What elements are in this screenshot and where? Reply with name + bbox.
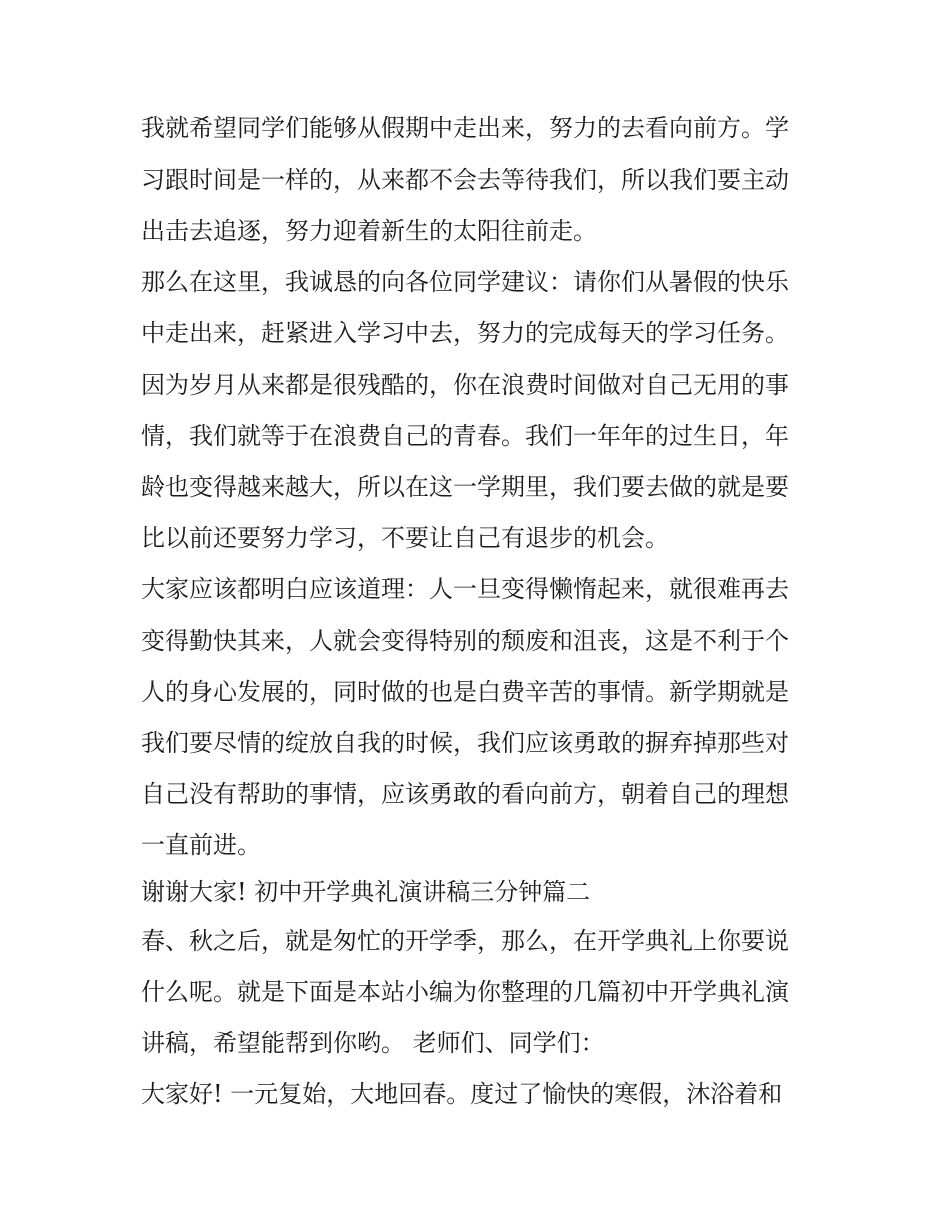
text-line: 春、秋之后，就是匆忙的开学季，那么，在开学典礼上你要说: [141, 927, 789, 955]
text-line: 一直前进。: [141, 831, 261, 859]
text-line: 因为岁月从来都是很残酷的，你在浪费时间做对自己无用的事: [141, 371, 789, 399]
text-line: 变得勤快其来，人就会变得特别的颓废和沮丧，这是不利于个: [141, 627, 789, 655]
text-line: 什么呢。就是下面是本站小编为你整理的几篇初中开学典礼演: [141, 978, 789, 1006]
text-line: 人的身心发展的，同时做的也是白费辛苦的事情。新学期就是: [141, 678, 789, 706]
text-line: 讲稿，希望能帮到你哟。 老师们、同学们：: [141, 1029, 605, 1057]
section-heading: 谢谢大家! 初中开学典礼演讲稿三分钟篇二: [141, 878, 591, 906]
text-line: 那么在这里，我诚恳的向各位同学建议：请你们从暑假的快乐: [141, 268, 789, 296]
text-line: 我就希望同学们能够从假期中走出来，努力的去看向前方。学: [141, 114, 789, 142]
text-line: 我们要尽情的绽放自我的时候，我们应该勇敢的摒弃掉那些对: [141, 729, 789, 757]
text-line: 出击去追逐，努力迎着新生的太阳往前走。: [141, 217, 597, 245]
text-line: 大家好! 一元复始，大地回春。度过了愉快的寒假，沐浴着和: [141, 1080, 783, 1108]
text-line: 自己没有帮助的事情，应该勇敢的看向前方，朝着自己的理想: [141, 780, 789, 808]
text-line: 中走出来，赶紧进入学习中去，努力的完成每天的学习任务。: [141, 319, 789, 347]
text-line: 大家应该都明白应该道理：人一旦变得懒惰起来，就很难再去: [141, 575, 789, 603]
text-line: 比以前还要努力学习，不要让自己有退步的机会。: [141, 524, 669, 552]
text-line: 龄也变得越来越大，所以在这一学期里，我们要去做的就是要: [141, 473, 789, 501]
text-line: 习跟时间是一样的，从来都不会去等待我们，所以我们要主动: [141, 166, 789, 194]
text-line: 情，我们就等于在浪费自己的青春。我们一年年的过生日，年: [141, 422, 789, 450]
